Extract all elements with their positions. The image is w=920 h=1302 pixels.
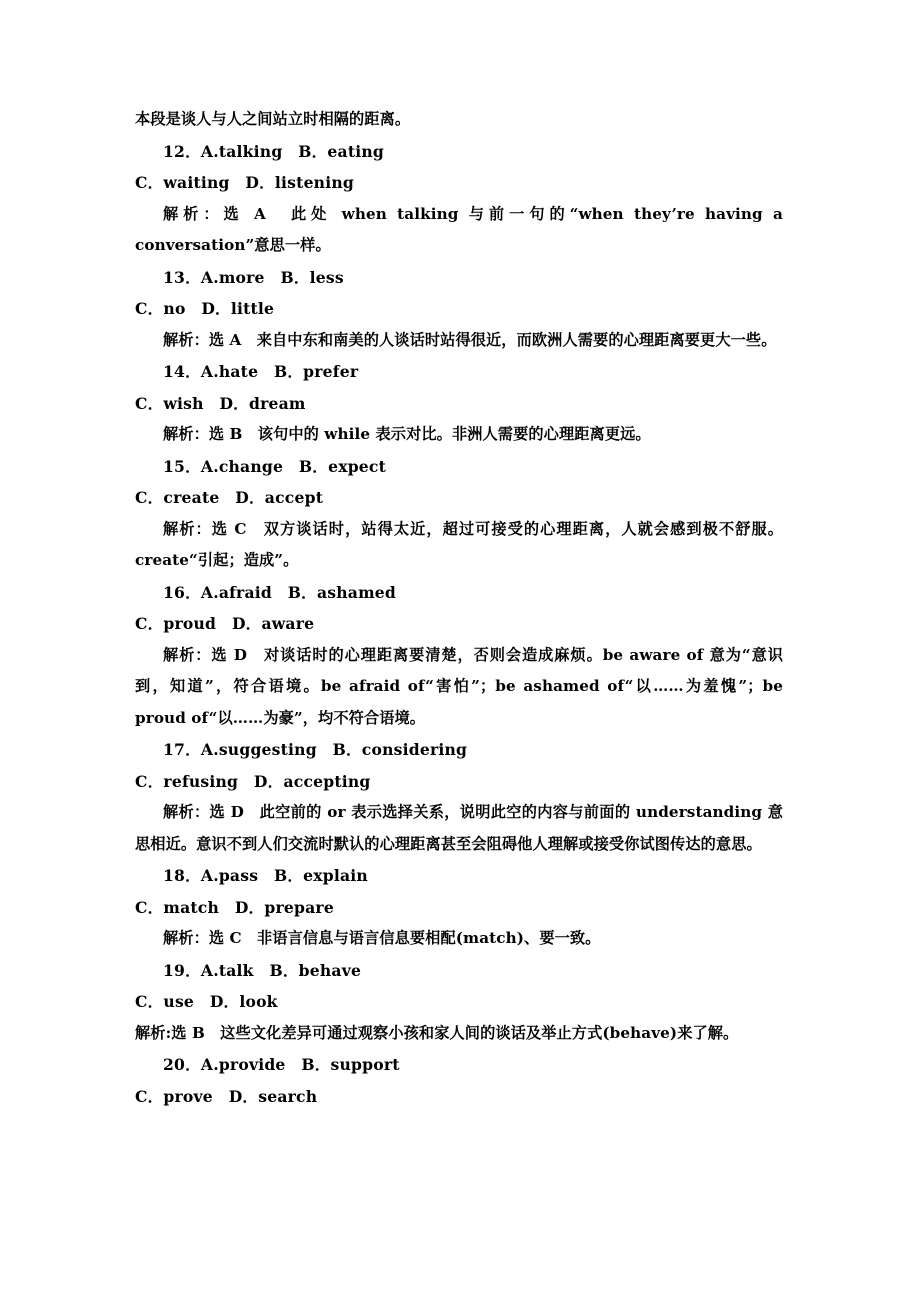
item-16-options-line-1: 16．A.afraid B．ashamed xyxy=(163,582,396,602)
item-14-options-line-1: 14．A.hate B．prefer xyxy=(163,362,359,381)
item-13-options-line-2: C．no D．little xyxy=(135,299,275,318)
intro-note: 本段是谈人与人之间站立时相隔的距离。 xyxy=(135,110,411,128)
item-15-explanation: 解析：选 C 双方谈话时，站得太近，超过可接受的心理距离，人就会感到极不舒服。create“引起；造成”。 xyxy=(135,519,783,569)
item-18-options-line-2: C．match D．prepare xyxy=(135,897,334,917)
item-12-options-line-1: 12．A.talking B．eating xyxy=(163,141,384,161)
item-13-options-line-1: 13．A.more B．less xyxy=(163,267,344,287)
item-18-explanation: 解析：选 C 非语言信息与语言信息要相配(match)、要一致。 xyxy=(163,929,601,947)
item-20-options-line-2: C．prove D．search xyxy=(135,1086,318,1106)
item-18-options-line-1: 18．A.pass B．explain xyxy=(163,866,368,885)
item-12-explanation: 解析：选 A 此处 when talking 与前一句的“when they’re having a conversation”意思一样。 xyxy=(135,204,789,254)
item-15-options-line-1: 15．A.change B．expect xyxy=(163,456,387,476)
item-16-options-line-2: C．proud D．aware xyxy=(135,614,315,633)
item-16-explanation: 解析：选 D 对谈话时的心理距离要清楚，否则会造成麻烦。be aware of 意为“意识到，知道”，符合语境。be afraid of“害怕”；be ashamed of“以……为羞愧”；be proud of“以……为豪”，均不符合语境。 xyxy=(135,645,789,727)
document-content xyxy=(135,104,789,1112)
item-19-options-line-1: 19．A.talk B．behave xyxy=(163,960,362,980)
item-17-options-line-2: C．refusing D．accepting xyxy=(135,771,371,791)
item-17-options-line-1: 17．A.suggesting B．considering xyxy=(163,740,468,759)
item-19-explanation: 解析:选 B 这些文化差异可通过观察小孩和家人间的谈话及举止方式(behave)来了解。 xyxy=(135,1023,739,1042)
item-14-explanation: 解析：选 B 该句中的 while 表示对比。非洲人需要的心理距离更远。 xyxy=(163,425,651,443)
item-20-options-line-1: 20．A.provide B．support xyxy=(163,1055,400,1074)
item-14-options-line-2: C．wish D．dream xyxy=(135,393,306,413)
item-19-options-line-2: C．use D．look xyxy=(135,992,278,1011)
item-12-options-line-2: C．waiting D．listening xyxy=(135,173,354,192)
item-15-options-line-2: C．create D．accept xyxy=(135,488,324,507)
item-17-explanation: 解析：选 D 此空前的 or 表示选择关系，说明此空的内容与前面的 understanding 意思相近。意识不到人们交流时默认的心理距离甚至会阻碍他人理解或接受你试图传达的意思。 xyxy=(135,803,783,853)
item-13-explanation: 解析：选 A 来自中东和南美的人谈话时站得很近，而欧洲人需要的心理距离要更大一些。 xyxy=(163,330,777,349)
